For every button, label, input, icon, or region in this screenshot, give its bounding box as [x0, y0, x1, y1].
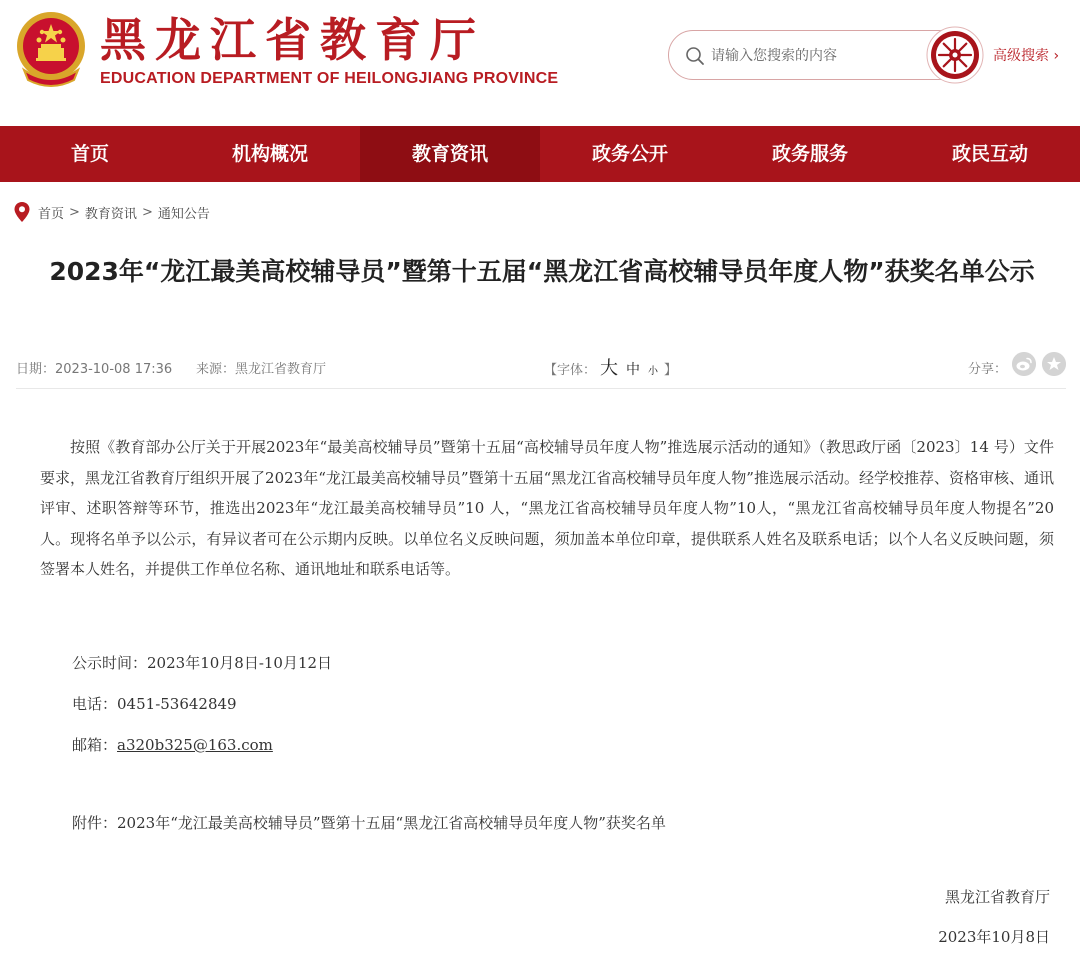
font-size-large-button[interactable]: 大 [600, 358, 619, 379]
site-subtitle: EDUCATION DEPARTMENT OF HEILONGJIANG PROVINCE [100, 70, 559, 87]
search-icon [685, 46, 705, 66]
breadcrumb-home[interactable]: 首页 [38, 206, 65, 222]
period-label: 公示时间： [72, 654, 148, 672]
search-box [668, 30, 964, 80]
breadcrumb [14, 200, 210, 224]
search-input[interactable] [711, 45, 911, 67]
nav-item-home[interactable]: 首页 [70, 143, 109, 165]
signer: 黑龙江省教育厅 [944, 888, 1050, 906]
phone-value: 0451-53642849 [117, 695, 237, 713]
font-size-label: 【字体： [544, 363, 597, 378]
contact-email [72, 734, 273, 755]
font-size-close: 】 [664, 363, 678, 378]
share-label: 分享： [968, 362, 1008, 377]
article-date [16, 358, 172, 377]
date-value: 2023-10-08 17:36 [55, 362, 173, 377]
sign-date: 2023年10月8日 [938, 928, 1050, 946]
source-label: 来源： [196, 362, 236, 377]
nav-item-interaction[interactable]: 政民互动 [951, 143, 1028, 165]
site-header [0, 0, 1080, 126]
date-label: 日期： [16, 362, 56, 377]
source-value: 黑龙江省教育厅 [235, 362, 327, 377]
publicity-period [72, 652, 332, 673]
attachment-label: 附件： [72, 814, 118, 832]
breadcrumb-separator: > [141, 204, 153, 220]
phone-label: 电话： [72, 695, 118, 713]
nav-item-education-news[interactable]: 教育资讯 [360, 126, 540, 182]
site-title: 黑龙江省教育厅 [100, 13, 485, 67]
period-value: 2023年10月8日-10月12日 [147, 654, 333, 672]
breadcrumb-education-news[interactable]: 教育资讯 [84, 206, 137, 222]
nav-item-organization[interactable]: 机构概况 [231, 143, 308, 165]
national-emblem-icon [14, 10, 88, 88]
font-size-switcher [544, 354, 677, 380]
breadcrumb-separator: > [69, 204, 80, 220]
font-size-medium-button[interactable]: 中 [626, 362, 641, 378]
attachment [72, 812, 666, 833]
advanced-search-link[interactable] [993, 45, 1059, 65]
email-label: 邮箱： [72, 736, 118, 754]
chevron-right-icon: › [1053, 48, 1060, 64]
body-paragraph: 按照《教育部办公厅关于开展2023年“最美高校辅导员”暨第十五届“高校辅导员年度人物”推选展示活动的通知》（教思政厅函〔2023〕14 号）文件要求，黑龙江省教育厅组织开展了2023年“龙江最美高校辅导员”暨第十五届“黑龙江省高校辅导员年度人物”推选展示活动。经学校推荐、资格审核、通讯评审、述职答辩等环节，推选出2023年“龙江最美高校辅导员”10 人，“黑龙江省高校辅导员年度人物”10人，“黑龙江省高校辅导员年度人物提名”20人。现将名单予以公示，有异议者可在公示期内反映。以单位名义反映问题，须加盖本单位印章，提供联系人姓名及联系电话；以个人名义反映问题，须签署本人姓名，并提供工作单位名称、通讯地址和联系电话等。 [40, 438, 1054, 578]
search-button[interactable] [926, 26, 984, 84]
weibo-share-icon[interactable] [1012, 352, 1036, 376]
contact-phone [72, 693, 237, 714]
advanced-search-label: 高级搜索 [993, 48, 1049, 64]
meta-divider [16, 388, 1066, 389]
nav-item-government-services[interactable]: 政务服务 [771, 143, 848, 165]
article-source [196, 358, 326, 377]
font-size-small-button[interactable]: 小 [648, 366, 659, 377]
breadcrumb-notices[interactable]: 通知公告 [157, 206, 210, 222]
article-title: 2023年“龙江最美高校辅导员”暨第十五届“黑龙江省高校辅导员年度人物”获奖名单公示 [49, 257, 1035, 286]
article-meta [16, 352, 1066, 380]
article-body [40, 432, 1054, 585]
share-icon[interactable] [1042, 352, 1066, 376]
nav-item-government-affairs[interactable]: 政务公开 [591, 143, 668, 165]
main-nav [0, 126, 1080, 182]
attachment-link[interactable]: 2023年“龙江最美高校辅导员”暨第十五届“黑龙江省高校辅导员年度人物”获奖名单 [117, 814, 666, 832]
email-link[interactable]: a320b325@163.com [117, 736, 273, 754]
location-pin-icon [14, 202, 30, 222]
